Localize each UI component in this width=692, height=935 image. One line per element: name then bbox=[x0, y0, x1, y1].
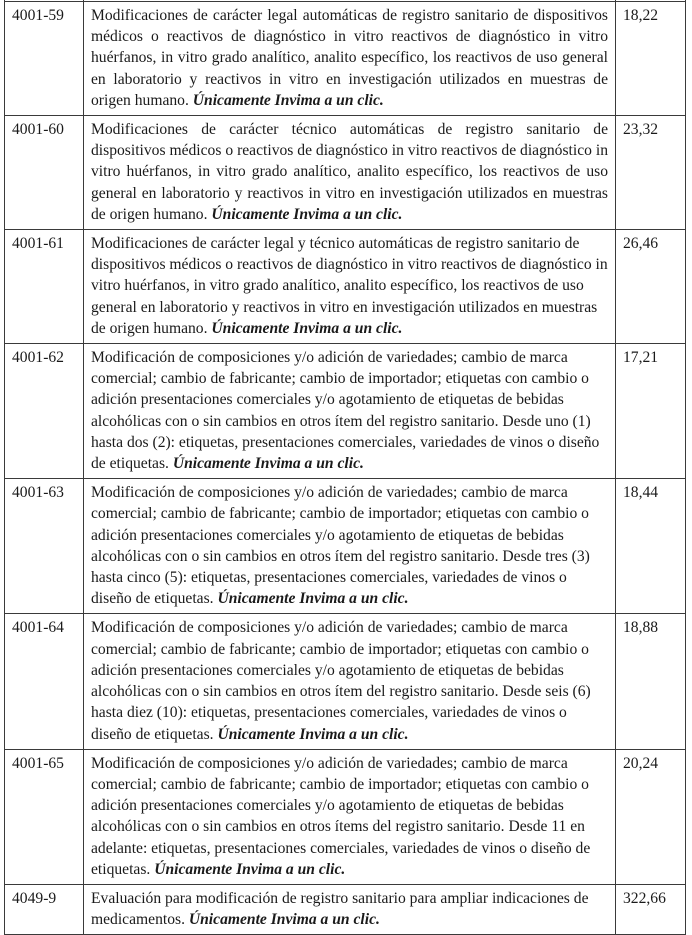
table-row bbox=[5, 479, 686, 614]
description-cell: Modificación de composiciones y/o adición de variedades; cambio de marca comercial; cambio de fabricante; cambio de importador; etiquetas con cambio o adición presentaciones comerciales y/o agotamiento de etiquetas de bebidas alcohólicas con o sin cambios en otros ítem del registro sanitario. Desde uno (1) hasta dos (2): etiquetas, presentaciones comerciales, variedades de vinos o diseño de etiquetas. Únicamente Invima a un clic. bbox=[84, 344, 616, 479]
emphasis-text: Únicamente Invima a un clic. bbox=[217, 590, 409, 608]
description-cell: Modificaciones de carácter legal y técnico automáticas de registro sanitario de dispositivos médicos o reactivos de diagnóstico in vitro reactivos de diagnóstico in vitro huérfanos, in vitro grado analítico, analito específico, los reactivos de uso general en laboratorio y reactivos in vitro en investigación utilizados en muestras de origen humano. Únicamente Invima a un clic. bbox=[84, 230, 616, 344]
table-row bbox=[5, 230, 686, 344]
table-row bbox=[5, 344, 686, 479]
code-cell: 4001-65 bbox=[5, 749, 84, 884]
value-cell: 18,22 bbox=[616, 2, 686, 116]
value-cell: 26,46 bbox=[616, 230, 686, 344]
table-row bbox=[5, 116, 686, 230]
emphasis-text: Únicamente Invima a un clic. bbox=[172, 455, 364, 473]
table-row bbox=[5, 749, 686, 884]
emphasis-text: Únicamente Invima a un clic. bbox=[154, 860, 346, 878]
value-cell: 322,66 bbox=[616, 884, 686, 934]
value-cell: 18,44 bbox=[616, 479, 686, 614]
code-cell: 4001-61 bbox=[5, 230, 84, 344]
code-cell: 4001-60 bbox=[5, 116, 84, 230]
code-cell: 4001-59 bbox=[5, 2, 84, 116]
emphasis-text: Únicamente Invima a un clic. bbox=[188, 911, 380, 929]
code-cell: 4049-9 bbox=[5, 884, 84, 934]
table-row bbox=[5, 614, 686, 749]
description-cell: Modificaciones de carácter legal automáticas de registro sanitario de dispositivos médicos o reactivos de diagnóstico in vitro reactivos de diagnóstico in vitro huérfanos, in vitro grado analítico, analito específico, los reactivos de uso general en laboratorio y reactivos in vitro en investigación utilizados en muestras de origen humano. Únicamente Invima a un clic. bbox=[84, 2, 616, 116]
table-row bbox=[5, 884, 686, 934]
description-cell: Modificación de composiciones y/o adición de variedades; cambio de marca comercial; cambio de fabricante; cambio de importador; etiquetas con cambio o adición presentaciones comerciales y/o agotamiento de etiquetas de bebidas alcohólicas con o sin cambios en otros ítem del registro sanitario. Desde tres (3) hasta cinco (5): etiquetas, presentaciones comerciales, variedades de vinos o diseño de etiquetas. Únicamente Invima a un clic. bbox=[84, 479, 616, 614]
value-cell: 20,24 bbox=[616, 749, 686, 884]
value-cell: 17,21 bbox=[616, 344, 686, 479]
code-cell: 4001-64 bbox=[5, 614, 84, 749]
code-cell: 4001-63 bbox=[5, 479, 84, 614]
value-cell: 18,88 bbox=[616, 614, 686, 749]
description-cell: Modificaciones de carácter técnico automáticas de registro sanitario de dispositivos médicos o reactivos de diagnóstico in vitro reactivos de diagnóstico in vitro huérfanos, in vitro grado analítico, analito específico, los reactivos de uso general en laboratorio y reactivos in vitro en investigación utilizados en muestras de origen humano. Únicamente Invima a un clic. bbox=[84, 116, 616, 230]
tariff-table bbox=[4, 0, 686, 935]
description-cell: Modificación de composiciones y/o adición de variedades; cambio de marca comercial; cambio de fabricante; cambio de importador; etiquetas con cambio o adición presentaciones comerciales y/o agotamiento de etiquetas de bebidas alcohólicas con o sin cambios en otros ítem del registro sanitario. Desde seis (6) hasta diez (10): etiquetas, presentaciones comerciales, variedades de vinos o diseño de etiquetas. Únicamente Invima a un clic. bbox=[84, 614, 616, 749]
code-cell: 4001-62 bbox=[5, 344, 84, 479]
emphasis-text: Únicamente Invima a un clic. bbox=[217, 725, 409, 743]
table-row bbox=[5, 2, 686, 116]
description-cell: Modificación de composiciones y/o adición de variedades; cambio de marca comercial; cambio de fabricante; cambio de importador; etiquetas con cambio o adición presentaciones comerciales y/o agotamiento de etiquetas de bebidas alcohólicas con o sin cambios en otros ítems del registro sanitario. Desde 11 en adelante: etiquetas, presentaciones comerciales, variedades de vinos o diseño de etiquetas. Únicamente Invima a un clic. bbox=[84, 749, 616, 884]
description-cell: Evaluación para modificación de registro sanitario para ampliar indicaciones de medicamentos. Únicamente Invima a un clic. bbox=[84, 884, 616, 934]
value-cell: 23,32 bbox=[616, 116, 686, 230]
emphasis-text: Únicamente Invima a un clic. bbox=[192, 91, 384, 109]
emphasis-text: Únicamente Invima a un clic. bbox=[211, 205, 403, 223]
emphasis-text: Únicamente Invima a un clic. bbox=[211, 319, 403, 337]
